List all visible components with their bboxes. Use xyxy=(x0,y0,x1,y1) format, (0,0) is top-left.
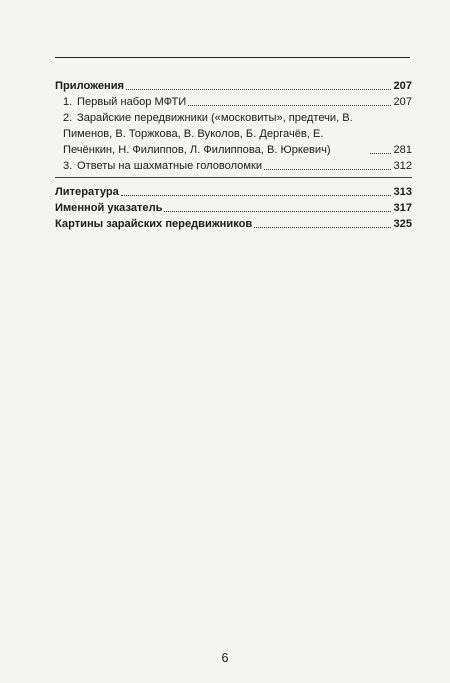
dot-leader xyxy=(254,227,391,228)
toc-entry-number: 1. xyxy=(63,96,73,108)
dot-leader xyxy=(164,211,391,212)
toc-entry-title xyxy=(63,110,368,158)
toc-page-number: 207 xyxy=(393,96,412,108)
toc-entry-title xyxy=(63,158,262,174)
section-divider xyxy=(55,177,412,178)
toc-page-number: 317 xyxy=(393,202,412,214)
toc-entry-appendix-2 xyxy=(55,110,412,158)
toc-entry-title xyxy=(63,94,186,110)
dot-leader xyxy=(370,153,391,154)
dot-leader xyxy=(126,89,392,90)
toc-entry-label: Зарайские передвижники («московиты», предтечи, В. Пименов, В. Торжкова, В. Вуколов, Б. Дергачёв, Е. Печёнкин, Н. Филиппов, Л. Филиппова, В. Юркевич) xyxy=(63,112,353,156)
table-of-contents xyxy=(55,78,412,232)
toc-entry-number: 3. xyxy=(63,160,73,172)
toc-page-number: 313 xyxy=(393,186,412,198)
toc-entry-title: Именной указатель xyxy=(55,202,163,214)
toc-page-number: 281 xyxy=(393,144,412,156)
header-rule xyxy=(55,57,410,58)
dot-leader xyxy=(264,169,391,170)
toc-entry-appendix-3 xyxy=(55,158,412,174)
toc-entry-number: 2. xyxy=(63,112,73,124)
toc-entry-name-index xyxy=(55,200,412,216)
dot-leader xyxy=(188,105,391,106)
toc-entry-label: Первый набор МФТИ xyxy=(77,96,187,108)
toc-entry-appendix xyxy=(55,78,412,94)
dot-leader xyxy=(121,195,392,196)
toc-entry-appendix-1 xyxy=(55,94,412,110)
toc-entry-label: Ответы на шахматные головоломки xyxy=(77,160,263,172)
toc-page-number: 325 xyxy=(393,218,412,230)
toc-page-number: 312 xyxy=(393,160,412,172)
toc-entry-literature xyxy=(55,184,412,200)
toc-page-number: 207 xyxy=(393,80,412,92)
toc-entry-paintings xyxy=(55,216,412,232)
toc-entry-title: Картины зарайских передвижников xyxy=(55,218,253,230)
page-number-footer: 6 xyxy=(221,651,229,665)
toc-entry-title: Литература xyxy=(55,186,119,198)
toc-entry-title: Приложения xyxy=(55,80,124,92)
